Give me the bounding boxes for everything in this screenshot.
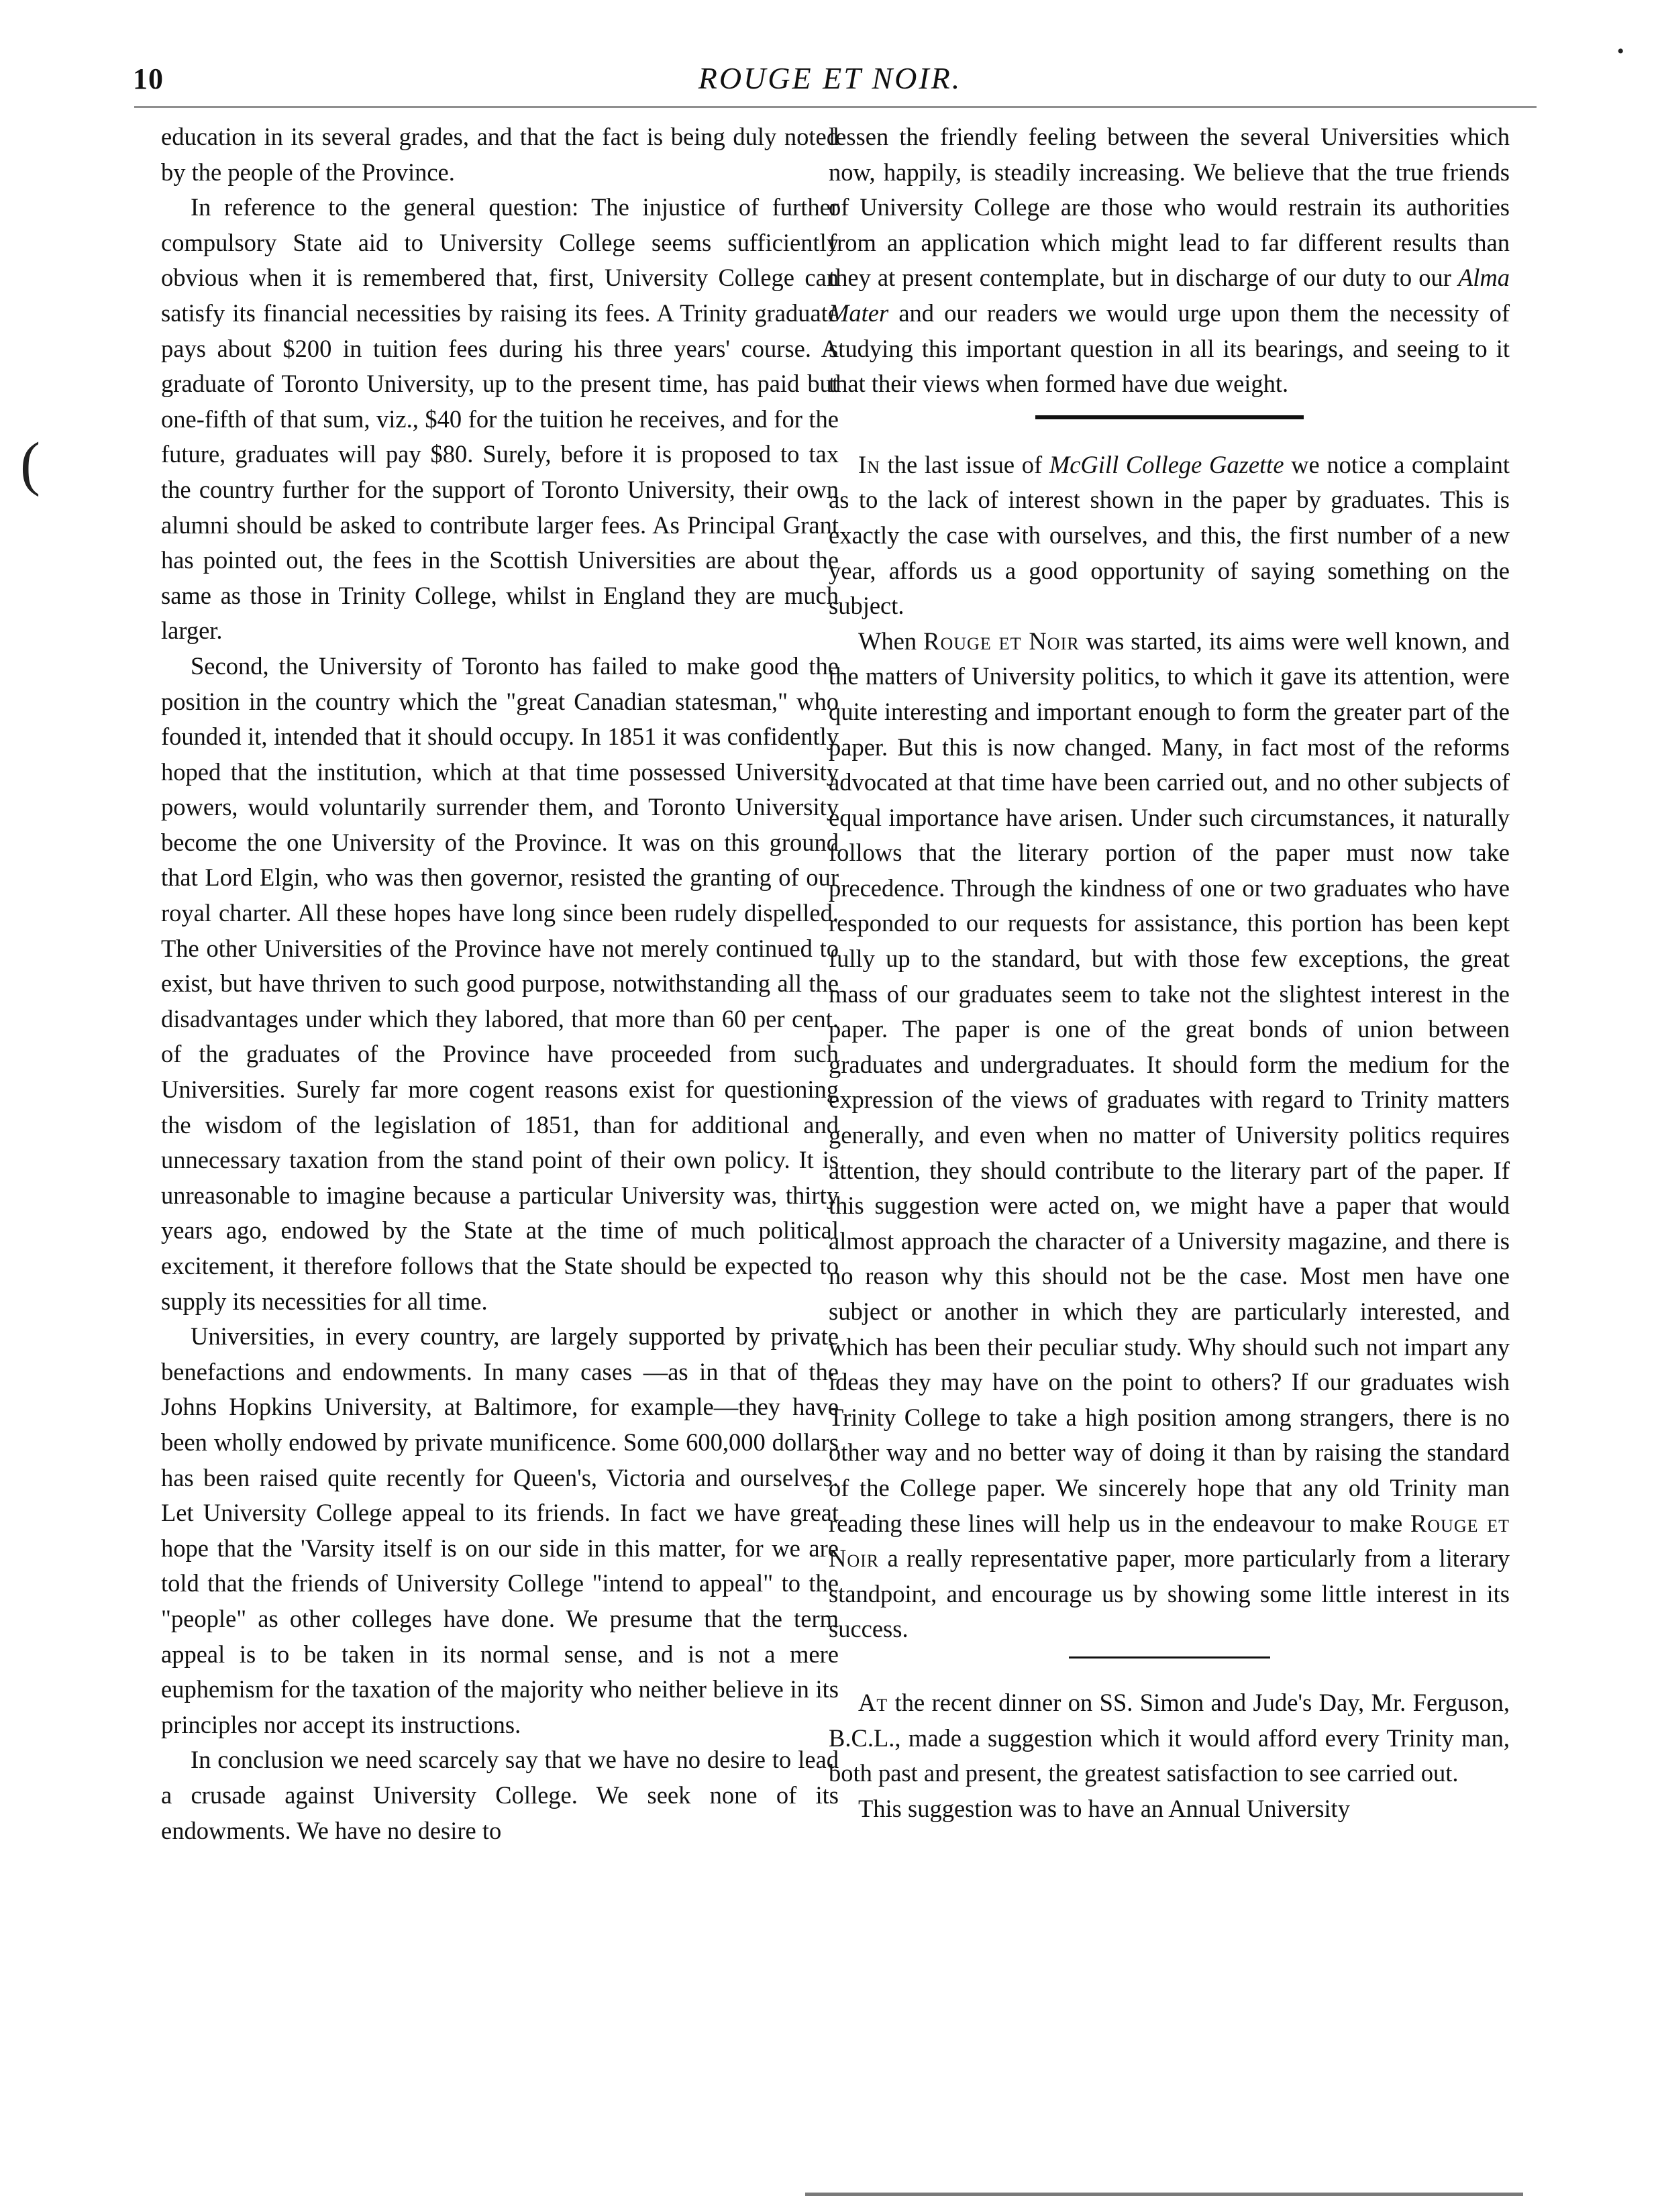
paragraph: Second, the University of Toronto has failed to make good the position in the country which the "great Canadian statesman," who founded it, intended that it should occupy. In 1851 it was confidently hoped that the institution, which at that time possessed University powers, would voluntarily surrender them, and Toronto University become the one University of the Province. It was on this ground that Lord Elgin, who was then governor, resisted the granting of our royal charter. All these hopes have long since been rudely dispelled. The other Universities of the Province have not merely continued to exist, but have thriven to such good purpose, notwithstanding all the disadvantages under which they labored, that more than 60 per cent. of the graduates of the Province have proceeded from such Universities. Surely far more cogent reasons exist for questioning the wisdom of the legislation of 1851, than for additional and unnecessary taxation from the stand point of their own policy. It is unreasonable to imagine because a particular University was, thirty years ago, endowed by the State at the time of much political excitement, it therefore follows that the State should be expected to supply its necessities for all time. [161, 651, 839, 1315]
text-run: a really representative paper, more particularly from a literary standpoint, and encourage us by showing some little interest in its success. [829, 1544, 1510, 1643]
section-divider [1069, 1656, 1270, 1658]
paper-name: Rouge et Noir [923, 627, 1080, 655]
margin-dot-mark: • [1617, 40, 1624, 62]
text-run: the recent dinner on SS. Simon and Jude's Day, Mr. Ferguson, B.C.L., made a suggestion which it would afford every Trinity man, both past and present, the greatest satisfaction to see carried out. [829, 1688, 1510, 1787]
text-run-italic: Alma Mater [829, 264, 1510, 327]
paragraph: In conclusion we need scarcely say that we have no desire to lead a crusade against University College. We seek none of its endowments. We have no desire to [161, 1746, 839, 1844]
text-run: was started, its aims were well known, and the matters of University politics, to which it gave its attention, were quite interesting and important enough to form the greater part of the paper. But this is now changed. Many, in fact most of the reforms advocated at that time have been carried out, and no other subjects of equal importance have arisen. Under such circumstances, it naturally follows that the literary portion of the paper must now take precedence. Through the kindness of one or two graduates who have responded to our requests for assistance, this portion has been kept fully up to the standard, but with those few exceptions, the great mass of our graduates seem to take not the slightest interest in the paper. The paper is one of the great bonds of union between graduates and undergraduates. It should form the medium for the expression of the views of graduates with regard to Trinity matters generally, and even when no matter of University politics requires attention, they should contribute to the literary part of the paper. If this suggestion were acted on, we might have a paper that would almost approach the character of a University magazine, and there is no reason why this should not be the case. Most men have one subject or another in which they are particularly interested, and which has been their peculiar study. Why should such not impart any ideas they may have on the point to others? If our graduates wish Trinity College to take a high position among strangers, there is no other way and no better way of doing it than by raising the standard of the College paper. We sincerely hope that any old Trinity man reading these lines will help us in the endeavour to make [829, 627, 1510, 1537]
paragraph: education in its several grades, and that the fact is being duly noted by the people of the Province. [161, 123, 839, 186]
paragraph [829, 119, 1510, 402]
running-title: ROUGE ET NOIR. [698, 61, 962, 95]
text-run: lessen the friendly feeling between the several Universities which now, happily, is steadily increasing. We believe that the true friends of University College are those who would restrain its authorities from an application which might lead to far different results than they at present contemplate, but in discharge of our duty to our [829, 123, 1510, 292]
left-column [161, 119, 839, 1848]
margin-bracket-mark: ( [20, 431, 40, 497]
right-column [829, 119, 1510, 1826]
paragraph: In reference to the general question: The injustice of further compulsory State aid to University College seems sufficiently obvious when it is remembered that, first, University College can satisfy its financial necessities by raising its fees. A Trinity graduate pays about $200 in tuition fees during his three years' course. A graduate of Toronto University, up to the present time, has paid but one-fifth of that sum, viz., $40 for the tuition he receives, and for the future, graduates will pay $80. Surely, before it is proposed to tax the country further for the support of Toronto University, their own alumni should be asked to contribute larger fees. As Principal Grant has pointed out, the fees in the Scottish Universities are about the same as those in Trinity College, whilst in England they are much larger. [161, 193, 839, 645]
footer-rule [805, 2193, 1523, 2196]
lead-in: At [858, 1688, 888, 1716]
section-divider [1035, 415, 1304, 419]
paragraph [829, 624, 1510, 1647]
text-run: When [858, 627, 924, 655]
paragraph: Universities, in every country, are largely supported by private benefactions and endowments. In many cases —as in that of the Johns Hopkins University, at Baltimore, for example—they have been wholly endowed by private munificence. Some 600,000 dollars has been raised quite recently for Queen's, Victoria and ourselves. Let University College appeal to its friends. In fact we have great hope that the 'Varsity itself is on our side in this matter, for we are told that the friends of University College "intend to appeal" to the "people" as other colleges have done. We presume that the term appeal is to be taken in its normal sense, and is not a mere euphemism for the taxation of the majority who neither believe in its principles nor accept its instructions. [161, 1322, 839, 1738]
page-number: 10 [133, 62, 164, 95]
text-run: the last issue of [880, 450, 1049, 478]
paragraph [829, 1685, 1510, 1791]
paragraph: This suggestion was to have an Annual University [858, 1794, 1350, 1822]
text-run: and our readers we would urge upon them the necessity of studying this important question in all its bearings, and seeing to it that their views when formed have due weight. [829, 299, 1510, 398]
text-run-italic: McGill College Gazette [1049, 450, 1284, 478]
lead-in: In [858, 450, 880, 478]
text-run: we notice a complaint as to the lack of interest shown in the paper by graduates. This is exactly the case with ourselves, and this, the first number of a new year, affords us a good opportunity of saying something on the subject. [829, 450, 1510, 620]
paper-name: Rouge et Noir [829, 1509, 1510, 1573]
paragraph [829, 447, 1510, 624]
header-rule [134, 106, 1537, 108]
